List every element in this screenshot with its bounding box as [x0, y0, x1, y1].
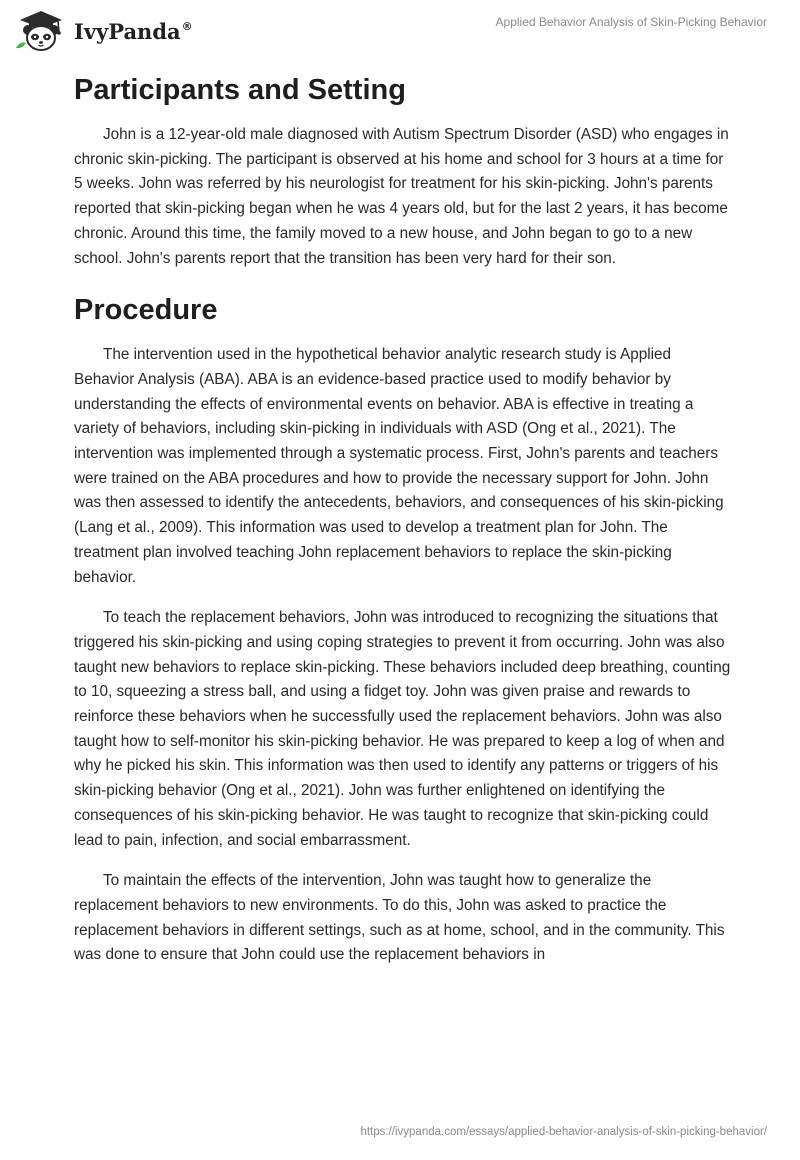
- paragraph: To maintain the effects of the intervention, John was taught how to generalize the replacement behaviors to new environments. To do this, John was asked to practice the replacement behaviors in different settings, such as at home, school, and in the community. This was done to ensure that John could use the replacement behaviors in: [74, 872, 725, 964]
- section-heading: Procedure: [74, 294, 218, 327]
- section-heading: Participants and Setting: [74, 74, 406, 106]
- paragraph: To teach the replacement behaviors, John was introduced to recognizing the situations that triggered his skin-picking and using coping strategies to prevent it from occurring. John was also taught new behaviors to replace skin-picking. These behaviors included deep breathing, counting to 10, squeezing a stress ball, and using a fidget toy. John was given praise and rewards to reinforce these behaviors when he successfully used the replacement behaviors. John was also taught how to self-monitor his skin-picking behavior. He was prepared to keep a log of when and why he picked his skin. This information was then used to identify any patterns or triggers of his skin-picking behavior (Ong et al., 2021). John was further enlightened on identifying the consequences of his skin-picking behavior. He was taught to recognize that skin-picking could lead to pain, infection, and social embarrassment.: [74, 609, 731, 849]
- paragraph: The intervention used in the hypothetical behavior analytic research study is Applied Behavior Analysis (ABA). ABA is an evidence-based practice used to modify behavior by understanding the effects of environmental events on behavior. ABA is effective in treating a variety of behaviors, including skin-picking in individuals with ASD (Ong et al., 2021). The intervention was implemented through a systematic process. First, John's parents and teachers were trained on the ABA procedures and how to provide the necessary support for John. John was then assessed to identify the antecedents, behaviors, and consequences of his skin-picking (Lang et al., 2009). This information was used to develop a treatment plan for John. The treatment plan involved teaching John replacement behaviors to replace the skin-picking behavior.: [74, 346, 724, 586]
- ivypanda-logo[interactable]: [14, 8, 193, 52]
- panda-graduate-icon: [14, 8, 68, 52]
- essay-content: [74, 70, 734, 984]
- page-header: [0, 0, 800, 60]
- section-participants-and-setting: [74, 70, 734, 271]
- section-procedure: [74, 290, 734, 968]
- paragraph: John is a 12-year-old male diagnosed with Autism Spectrum Disorder (ASD) who engages in chronic skin-picking. The participant is observed at his home and school for 3 hours at a time for 5 weeks. John was referred by his neurologist for treatment for his skin-picking. John's parents reported that skin-picking began when he was 4 years old, but for the last 2 years, it has become chronic. Around this time, the family moved to a new house, and John began to go to a new school. John's parents report that the transition has been very hard for their son.: [74, 126, 729, 267]
- source-url[interactable]: https://ivypanda.com/essays/applied-behavior-analysis-of-skin-picking-behavior/: [360, 1126, 767, 1138]
- document-title: Applied Behavior Analysis of Skin-Picking Behavior: [495, 15, 767, 29]
- logo-wordmark: IvyPanda®: [74, 18, 193, 44]
